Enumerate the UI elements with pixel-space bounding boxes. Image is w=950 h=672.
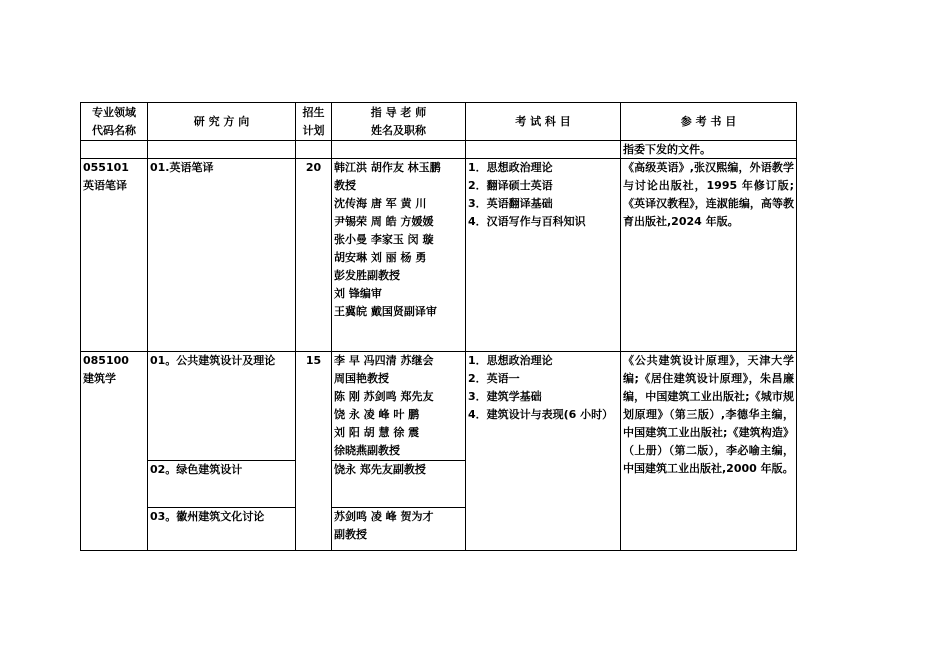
advisor-line: 王冀皖 戴国贤副译审 — [334, 305, 437, 318]
header-quota-line1: 招生 — [302, 105, 325, 119]
advisor-line: 周国艳教授 — [334, 372, 389, 385]
advisor-line: 教授 — [334, 179, 356, 192]
program-code: 085100 — [83, 354, 129, 367]
program-code: 055101 — [83, 161, 129, 174]
header-direction: 研 究 方 向 — [148, 103, 296, 141]
advisor-line: 胡安琳 刘 丽 杨 勇 — [334, 251, 427, 264]
advisor-line: 张小曼 李家玉 闵 璇 — [334, 233, 434, 246]
direction-cell: 02。绿色建筑设计 — [148, 461, 296, 508]
exam-subject: 1．思想政治理论 — [468, 161, 553, 174]
exam-subject: 3．建筑学基础 — [468, 390, 542, 403]
program-code-cell — [81, 159, 148, 352]
exam-subject: 2．英语一 — [468, 372, 520, 385]
header-quota — [296, 103, 332, 141]
header-quota-line2: 计划 — [302, 123, 325, 137]
header-advisor — [332, 103, 466, 141]
advisor-line: 沈传海 唐 军 黄 川 — [334, 197, 427, 210]
direction-cell: 01。公共建筑设计及理论 — [148, 352, 296, 461]
header-advisor-line2: 姓名及职称 — [371, 123, 426, 137]
continuation-empty-cell — [296, 141, 332, 159]
program-row-english-translation — [81, 159, 797, 352]
header-field-code — [81, 103, 148, 141]
header-books: 参 考 书 目 — [621, 103, 797, 141]
advisor-cell — [332, 508, 466, 551]
advisor-line: 副教授 — [334, 528, 367, 541]
advisor-line: 韩江洪 胡作友 林玉鹏 — [334, 161, 441, 174]
exam-subject: 4．汉语写作与百科知识 — [468, 215, 586, 228]
continuation-empty-cell — [466, 141, 621, 159]
exam-subject: 3．英语翻译基础 — [468, 197, 553, 210]
direction-cell: 01.英语笔译 — [148, 159, 296, 352]
advisor-line: 刘 阳 胡 慧 徐 震 — [334, 426, 420, 439]
direction-cell: 03。徽州建筑文化讨论 — [148, 508, 296, 551]
advisor-line: 饶 永 凌 峰 叶 鹏 — [334, 408, 420, 421]
advisor-line: 刘 锋编审 — [334, 287, 382, 300]
advisor-line: 徐晓燕副教授 — [334, 444, 400, 457]
continuation-row — [81, 141, 797, 159]
continuation-empty-cell — [148, 141, 296, 159]
continuation-empty-cell — [332, 141, 466, 159]
exam-subject: 1．思想政治理论 — [468, 354, 553, 367]
advisor-cell — [332, 461, 466, 508]
header-field-code-line2: 代码名称 — [92, 123, 136, 137]
exam-subject: 4．建筑设计与表现(6 小时） — [468, 408, 614, 421]
advisor-line: 李 早 冯四清 苏继会 — [334, 354, 434, 367]
exam-subject: 2．翻译硕士英语 — [468, 179, 553, 192]
continuation-empty-cell — [81, 141, 148, 159]
advisor-cell — [332, 159, 466, 352]
quota-cell: 15 — [296, 352, 332, 551]
quota-cell: 20 — [296, 159, 332, 352]
header-exam: 考 试 科 目 — [466, 103, 621, 141]
advisor-line: 苏剑鸣 凌 峰 贺为才 — [334, 510, 434, 523]
program-code-cell — [81, 352, 148, 551]
exam-cell — [466, 352, 621, 551]
books-cell: 《高级英语》,张汉熙编，外语教学与讨论出版社，1995 年修订版;《英译汉教程》，连淑能编，高等教育出版社,2024 年版。 — [621, 159, 797, 352]
advisor-line: 陈 刚 苏剑鸣 郑先友 — [334, 390, 434, 403]
header-field-code-line1: 专业领域 — [92, 105, 136, 119]
advisor-line: 尹锡荣 周 皓 方媛媛 — [334, 215, 434, 228]
books-cell: 《公共建筑设计原理》，天津大学编;《居住建筑设计原理》，朱昌廉编，中国建筑工业出版社;《城市规划原理》（第三版）,李德华主编，中国建筑工业出版社;《建筑构造》（上册）（第二版），李必喻主编，中国建筑工业出版社,2000 年版。 — [621, 352, 797, 551]
exam-cell — [466, 159, 621, 352]
advisor-line: 彭发胜副教授 — [334, 269, 400, 282]
advisor-line: 饶永 郑先友副教授 — [334, 463, 426, 476]
program-row-architecture — [81, 352, 797, 461]
program-name: 英语笔译 — [83, 179, 127, 192]
header-row — [81, 103, 797, 141]
program-name: 建筑学 — [83, 372, 116, 385]
admissions-table — [80, 102, 797, 551]
advisor-cell — [332, 352, 466, 461]
continuation-books-cell: 指委下发的文件。 — [621, 141, 797, 159]
header-advisor-line1: 指 导 老 师 — [370, 105, 427, 119]
